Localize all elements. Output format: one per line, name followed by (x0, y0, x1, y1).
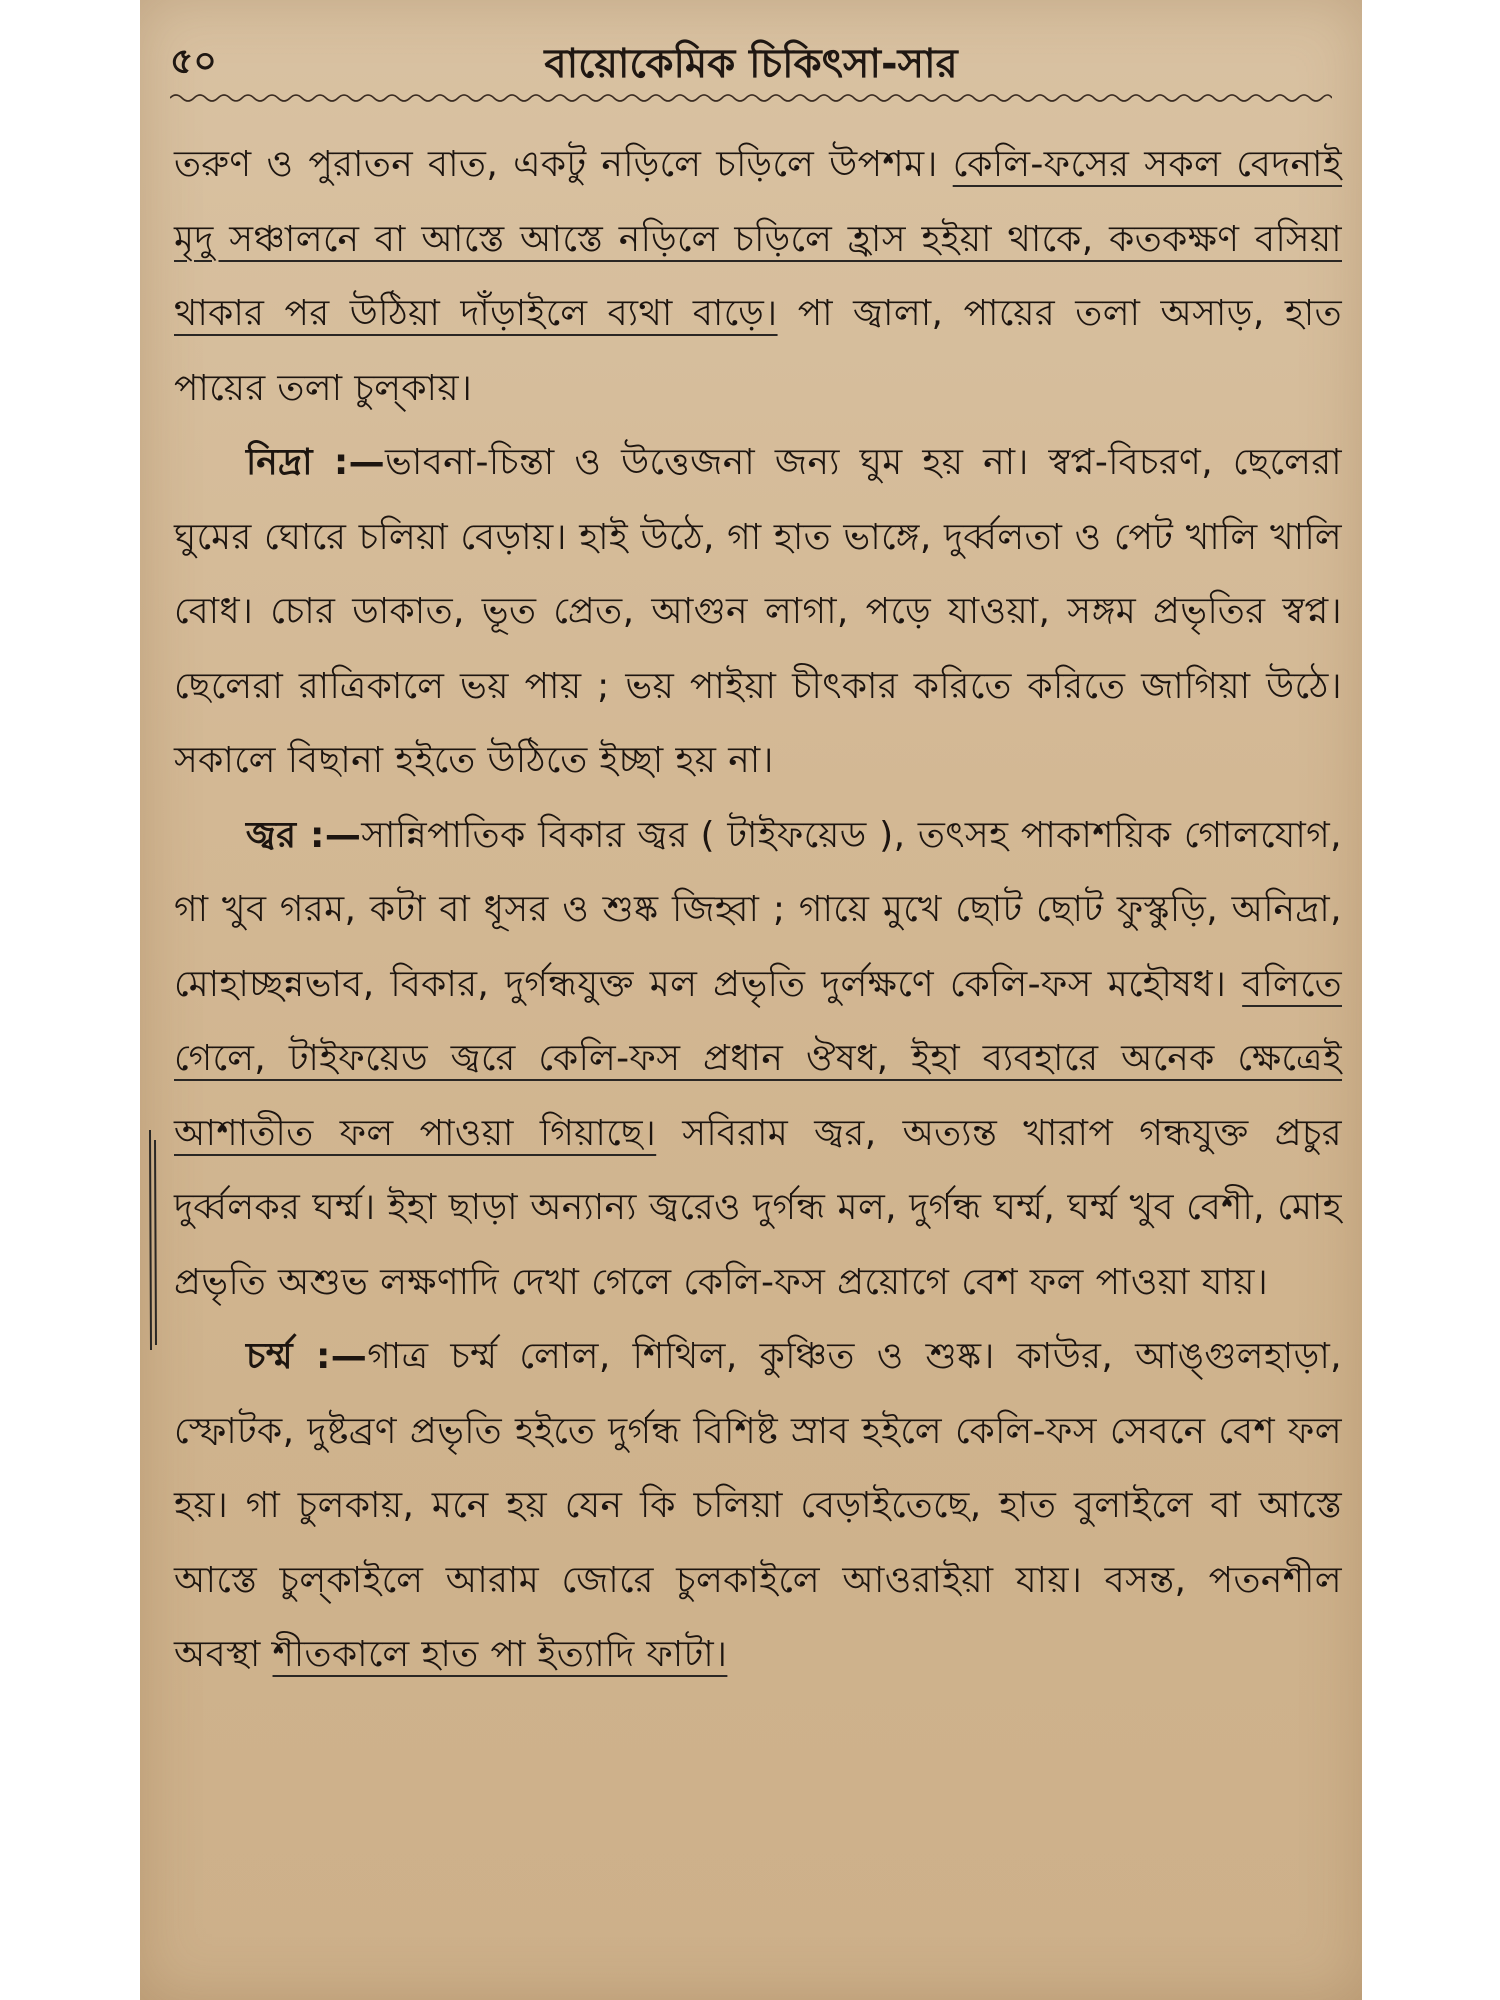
paragraph-skin (174, 1320, 1342, 1693)
section-heading-skin: চর্ম্ম :— (246, 1336, 368, 1377)
underlined-passage: কেলি-ফসের সকল বেদনাই মৃদু সঞ্চালনে বা আস্তে আস্তে নড়িলে চড়িলে হ্রাস হইয়া থাকে, কতকক্ষণ বসিয়া থাকার পর উঠিয়া দাঁড়াইলে ব্যথা বাড়ে। (174, 144, 1343, 334)
text-segment: পা জ্বালা, পায়ের তলা অসাড়, হাত পায়ের তলা চুল্‌কায়। (174, 293, 1343, 409)
text-segment: তরুণ ও পুরাতন বাত, একটু নড়িলে চড়িলে উপশম। (174, 144, 953, 185)
text-segment: গাত্র চর্ম্ম লোল, শিথিল, কুঞ্চিত ও শুষ্ক। কাউর, আঙ্গুলহাড়া, স্ফোটক, দুষ্টব্রণ প্রভৃতি হইতে দুর্গন্ধ বিশিষ্ট স্রাব হইলে কেলি-ফস সেবনে বেশ ফল হয়। গা চুলকায়, মনে হয় যেন কি চলিয়া বেড়াইতেছে, হাত বুলাইলে বা আস্তে আস্তে চুল্‌কাইলে আরাম জোরে চুলকাইলে আওরাইয়া যায়। বসন্ত, পতনশীল অবস্থা (174, 1336, 1343, 1675)
paragraph-fever (174, 799, 1342, 1321)
text-segment: ভাবনা-চিন্তা ও উত্তেজনা জন্য ঘুম হয় না। স্বপ্ন-বিচরণ, ছেলেরা ঘুমের ঘোরে চলিয়া বেড়ায়। হাই উঠে, গা হাত ভাঙ্গে, দুর্ব্বলতা ও পেট খালি খালি বোধ। চোর ডাকাত, ভূত প্রেত, আগুন লাগা, পড়ে যাওয়া, সঙ্গম প্রভৃতির স্বপ্ন। ছেলেরা রাত্রিকালে ভয় পায় ; ভয় পাইয়া চীৎকার করিতে করিতে জাগিয়া উঠে। সকালে বিছানা হইতে উঠিতে ইচ্ছা হয় না। (174, 442, 1343, 781)
running-title: বায়োকেমিক চিকিৎসা-সার (544, 41, 958, 87)
scanned-book-page (140, 0, 1362, 2000)
underlined-passage: বলিতে গেলে, টাইফয়েড জ্বরে কেলি-ফস প্রধান ঔষধ, ইহা ব্যবহারে অনেক ক্ষেত্রেই আশাতীত ফল পাওয়া গিয়াছে। (174, 963, 1342, 1154)
paragraph-rheumatism (174, 128, 1342, 426)
text-segment: সবিরাম জ্বর, অত্যন্ত খারাপ গন্ধযুক্ত প্রচুর দুর্ব্বলকর ঘর্ম্ম। ইহা ছাড়া অন্যান্য জ্বরেও দুর্গন্ধ মল, দুর্গন্ধ ঘর্ম্ম, ঘর্ম্ম খুব বেশী, মোহ প্রভৃতি অশুভ লক্ষণাদি দেখা গেলে কেলি-ফস প্রয়োগে বেশ ফল পাওয়া যায়। (174, 1112, 1342, 1303)
underlined-passage: শীতকালে হাত পা ইত্যাদি ফাটা। (272, 1634, 728, 1675)
page-header (170, 22, 1332, 92)
section-heading-fever: জ্বর :— (246, 814, 362, 856)
page-number: ৫০ (170, 41, 217, 82)
paragraph-sleep (174, 426, 1342, 799)
wavy-divider-rule (170, 92, 1332, 104)
text-segment: সান্নিপাতিক বিকার জ্বর ( টাইফয়েড ), তৎসহ পাকাশয়িক গোলযোগ, গা খুব গরম, কটা বা ধূসর ও শুষ্ক জিহ্বা ; গায়ে মুখে ছোট ছোট ফুস্কুড়ি, অনিদ্রা, মোহাচ্ছন্নভাব, বিকার, দুর্গন্ধযুক্ত মল প্রভৃতি দুর্লক্ষণে কেলি-ফস মহৌষধ। (174, 814, 1342, 1005)
body-text (174, 128, 1342, 1693)
section-heading-sleep: নিদ্রা :— (246, 442, 386, 483)
margin-pencil-mark (146, 1130, 160, 1350)
